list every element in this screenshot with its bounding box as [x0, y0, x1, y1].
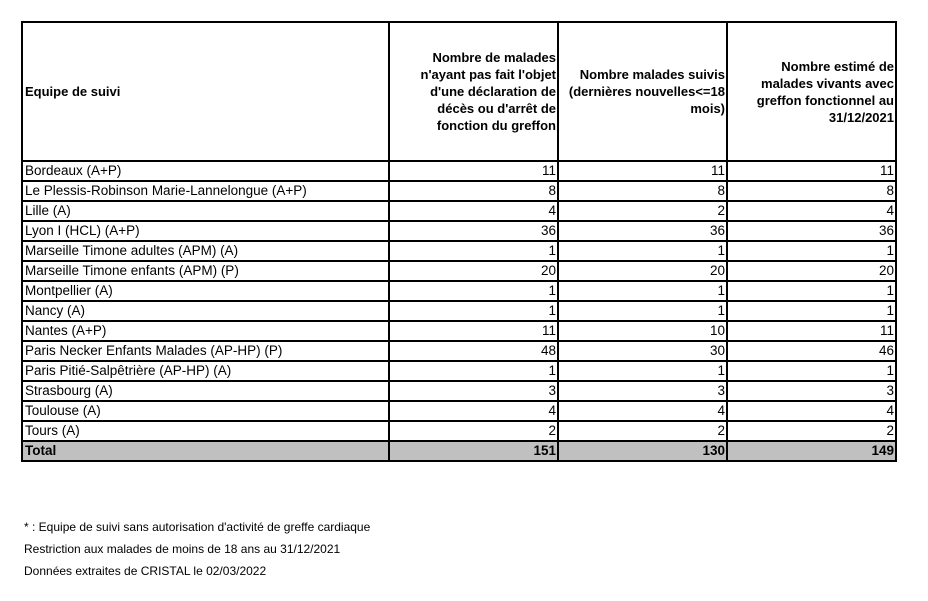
team-name: Paris Pitié-Salpêtrière (AP-HP) (A)	[22, 361, 389, 381]
team-name: Montpellier (A)	[22, 281, 389, 301]
cell-estimated-alive: 20	[727, 261, 896, 281]
cell-not-declared: 3	[389, 381, 558, 401]
cell-followed: 8	[558, 181, 727, 201]
table-row	[22, 241, 896, 261]
table-row	[22, 361, 896, 381]
cell-not-declared: 4	[389, 401, 558, 421]
cell-followed: 1	[558, 241, 727, 261]
cell-estimated-alive: 11	[727, 321, 896, 341]
table-row	[22, 321, 896, 341]
cell-not-declared: 1	[389, 361, 558, 381]
team-name: Lille (A)	[22, 201, 389, 221]
cell-estimated-alive: 2	[727, 421, 896, 441]
team-name: Lyon I (HCL) (A+P)	[22, 221, 389, 241]
table-row	[22, 341, 896, 361]
follow-up-table	[21, 21, 897, 462]
table-row	[22, 201, 896, 221]
cell-followed: 36	[558, 221, 727, 241]
cell-not-declared: 1	[389, 301, 558, 321]
cell-not-declared: 4	[389, 201, 558, 221]
cell-estimated-alive: 46	[727, 341, 896, 361]
cell-not-declared: 20	[389, 261, 558, 281]
cell-estimated-alive: 4	[727, 401, 896, 421]
team-name: Nancy (A)	[22, 301, 389, 321]
footnote-restriction: Restriction aux malades de moins de 18 ans au 31/12/2021	[24, 542, 341, 556]
cell-not-declared: 48	[389, 341, 558, 361]
team-name: Tours (A)	[22, 421, 389, 441]
table-row	[22, 261, 896, 281]
total-label: Total	[22, 441, 389, 461]
cell-estimated-alive: 11	[727, 161, 896, 181]
cell-not-declared: 36	[389, 221, 558, 241]
cell-followed: 1	[558, 281, 727, 301]
cell-estimated-alive: 1	[727, 361, 896, 381]
total-row	[22, 441, 896, 461]
cell-followed: 10	[558, 321, 727, 341]
cell-estimated-alive: 8	[727, 181, 896, 201]
cell-not-declared: 1	[389, 241, 558, 261]
cell-followed: 2	[558, 201, 727, 221]
table-row	[22, 221, 896, 241]
team-name: Nantes (A+P)	[22, 321, 389, 341]
team-name: Strasbourg (A)	[22, 381, 389, 401]
cell-not-declared: 1	[389, 281, 558, 301]
cell-followed: 1	[558, 301, 727, 321]
cell-estimated-alive: 3	[727, 381, 896, 401]
team-name: Paris Necker Enfants Malades (AP-HP) (P)	[22, 341, 389, 361]
team-name: Le Plessis-Robinson Marie-Lannelongue (A+P)	[22, 181, 389, 201]
table-row	[22, 301, 896, 321]
cell-not-declared: 11	[389, 321, 558, 341]
total-not-declared: 151	[389, 441, 558, 461]
cell-estimated-alive: 4	[727, 201, 896, 221]
team-name: Marseille Timone adultes (APM) (A)	[22, 241, 389, 261]
header-followed: Nombre malades suivis (dernières nouvelles<=18 mois)	[558, 22, 727, 161]
team-name: Bordeaux (A+P)	[22, 161, 389, 181]
cell-followed: 1	[558, 361, 727, 381]
header-row	[22, 22, 896, 161]
table-row	[22, 381, 896, 401]
cell-followed: 3	[558, 381, 727, 401]
cell-not-declared: 2	[389, 421, 558, 441]
table-row	[22, 161, 896, 181]
cell-estimated-alive: 36	[727, 221, 896, 241]
cell-followed: 20	[558, 261, 727, 281]
cell-estimated-alive: 1	[727, 241, 896, 261]
table-row	[22, 421, 896, 441]
total-estimated-alive: 149	[727, 441, 896, 461]
footnotes	[24, 516, 370, 582]
total-followed: 130	[558, 441, 727, 461]
cell-estimated-alive: 1	[727, 301, 896, 321]
header-team: Equipe de suivi	[22, 22, 389, 161]
cell-followed: 2	[558, 421, 727, 441]
table-row	[22, 181, 896, 201]
team-name: Toulouse (A)	[22, 401, 389, 421]
cell-followed: 4	[558, 401, 727, 421]
cell-followed: 30	[558, 341, 727, 361]
footnote-authorization: * : Equipe de suivi sans autorisation d'activité de greffe cardiaque	[24, 520, 371, 534]
cell-not-declared: 8	[389, 181, 558, 201]
table-row	[22, 401, 896, 421]
cell-estimated-alive: 1	[727, 281, 896, 301]
cell-not-declared: 11	[389, 161, 558, 181]
cell-followed: 11	[558, 161, 727, 181]
header-not-declared: Nombre de malades n'ayant pas fait l'objet d'une déclaration de décès ou d'arrêt de fonction du greffon	[389, 22, 558, 161]
team-name: Marseille Timone enfants (APM) (P)	[22, 261, 389, 281]
table-row	[22, 281, 896, 301]
header-estimated-alive: Nombre estimé de malades vivants avec greffon fonctionnel au 31/12/2021	[727, 22, 896, 161]
footnote-data-source: Données extraites de CRISTAL le 02/03/2022	[24, 564, 267, 578]
